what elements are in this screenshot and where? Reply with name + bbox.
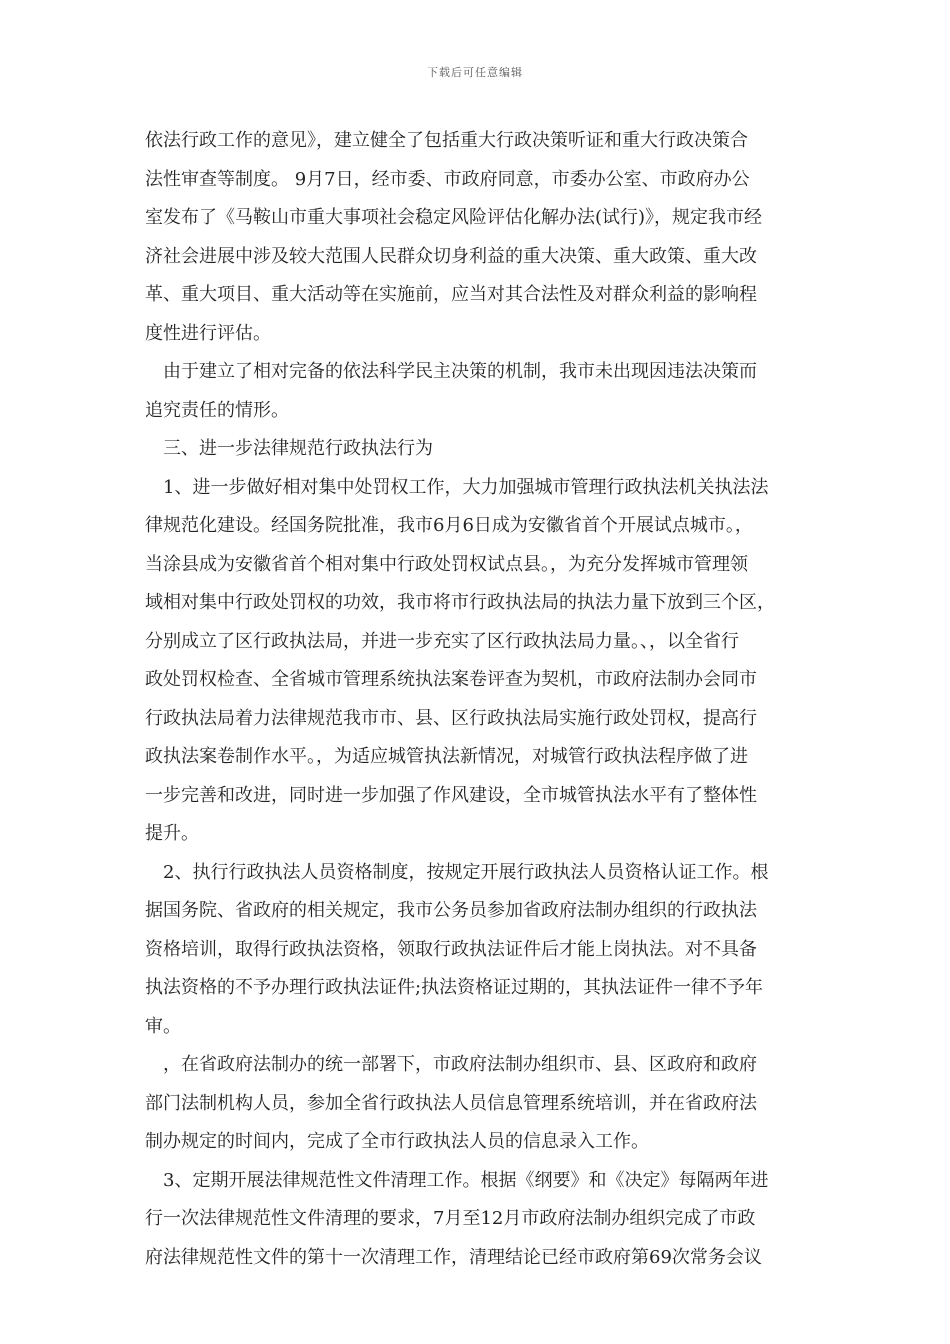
text-line: 律规范化建设。经国务院批准，我市6月6日成为安徽省首个开展试点城市。， [145, 515, 753, 536]
text-line: 3、定期开展法律规范性文件清理工作。根据《纲要》和《决定》每隔两年进 [163, 1169, 769, 1191]
page-header: 下载后可任意编辑 [427, 66, 523, 79]
text-line: 资格培训，取得行政执法资格，领取行政执法证件后才能上岗执法。对不具备 [145, 938, 757, 960]
text-line: 制办规定的时间内，完成了全市行政执法人员的信息录入工作。 [145, 1131, 649, 1152]
text-line: 革、重大项目、重大活动等在实施前，应当对其合法性及对群众利益的影响程 [145, 284, 757, 305]
text-line: 度性进行评估。 [145, 322, 271, 344]
text-line: 提升。 [145, 823, 199, 844]
document-body [145, 122, 810, 1277]
text-line: 行一次法律规范性文件清理的要求，7月至12月市政府法制办组织完成了市政 [145, 1208, 756, 1229]
text-line: 政执法案卷制作水平。，为适应城管执法新情况，对城管行政执法程序做了进 [145, 746, 748, 767]
text-line: 分别成立了区行政执法局，并进一步充实了区行政执法局力量。、，以全省行 [145, 630, 739, 652]
text-line: 由于建立了相对完备的依法科学民主决策的机制，我市未出现因违法决策而 [163, 361, 757, 382]
text-line: 三、进一步法律规范行政执法行为 [163, 438, 433, 459]
text-line: 政处罚权检查、全省城市管理系统执法案卷评查为契机，市政府法制办会同市 [145, 669, 757, 690]
text-line: 济社会进展中涉及较大范围人民群众切身利益的重大决策、重大政策、重大改 [145, 245, 757, 267]
text-line: 当涂县成为安徽省首个相对集中行政处罚权试点县。，为充分发挥城市管理领 [145, 553, 748, 575]
text-line: 执法资格的不予办理行政执法证件;执法资格证过期的，其执法证件一律不予年 [145, 977, 764, 998]
text-line: 部门法制机构人员，参加全省行政执法人员信息管理系统培训，并在省政府法 [145, 1092, 757, 1114]
text-line: 1、进一步做好相对集中处罚权工作，大力加强城市管理行政执法机关执法法 [163, 476, 769, 498]
text-line: ，在省政府法制办的统一部署下，市政府法制办组织市、县、区政府和政府 [163, 1054, 757, 1075]
text-line: 行政执法局着力法律规范我市市、县、区行政执法局实施行政处罚权，提高行 [145, 707, 757, 729]
text-line: 追究责任的情形。 [145, 399, 289, 421]
text-line: 一步完善和改进，同时进一步加强了作风建设，全市城管执法水平有了整体性 [145, 784, 757, 806]
text-line: 室发布了《马鞍山市重大事项社会稳定风险评估化解办法(试行)》，规定我市经 [145, 207, 763, 228]
text-line: 依法行政工作的意见》，建立健全了包括重大行政决策听证和重大行政决策合 [145, 130, 748, 151]
text-line: 域相对集中行政处罚权的功效，我市将市行政执法局的执法力量下放到三个区， [145, 592, 775, 613]
text-line: 2、执行行政执法人员资格制度，按规定开展行政执法人员资格认证工作。根 [163, 861, 769, 883]
text-line: 法性审查等制度。 9月7日，经市委、市政府同意，市委办公室、市政府办公 [145, 168, 750, 190]
text-line: 据国务院、省政府的相关规定，我市公务员参加省政府法制办组织的行政执法 [145, 900, 757, 921]
text-line: 府法律规范性文件的第十一次清理工作，清理结论已经市政府第69次常务会议 [145, 1246, 762, 1268]
text-line: 审。 [145, 1015, 181, 1037]
